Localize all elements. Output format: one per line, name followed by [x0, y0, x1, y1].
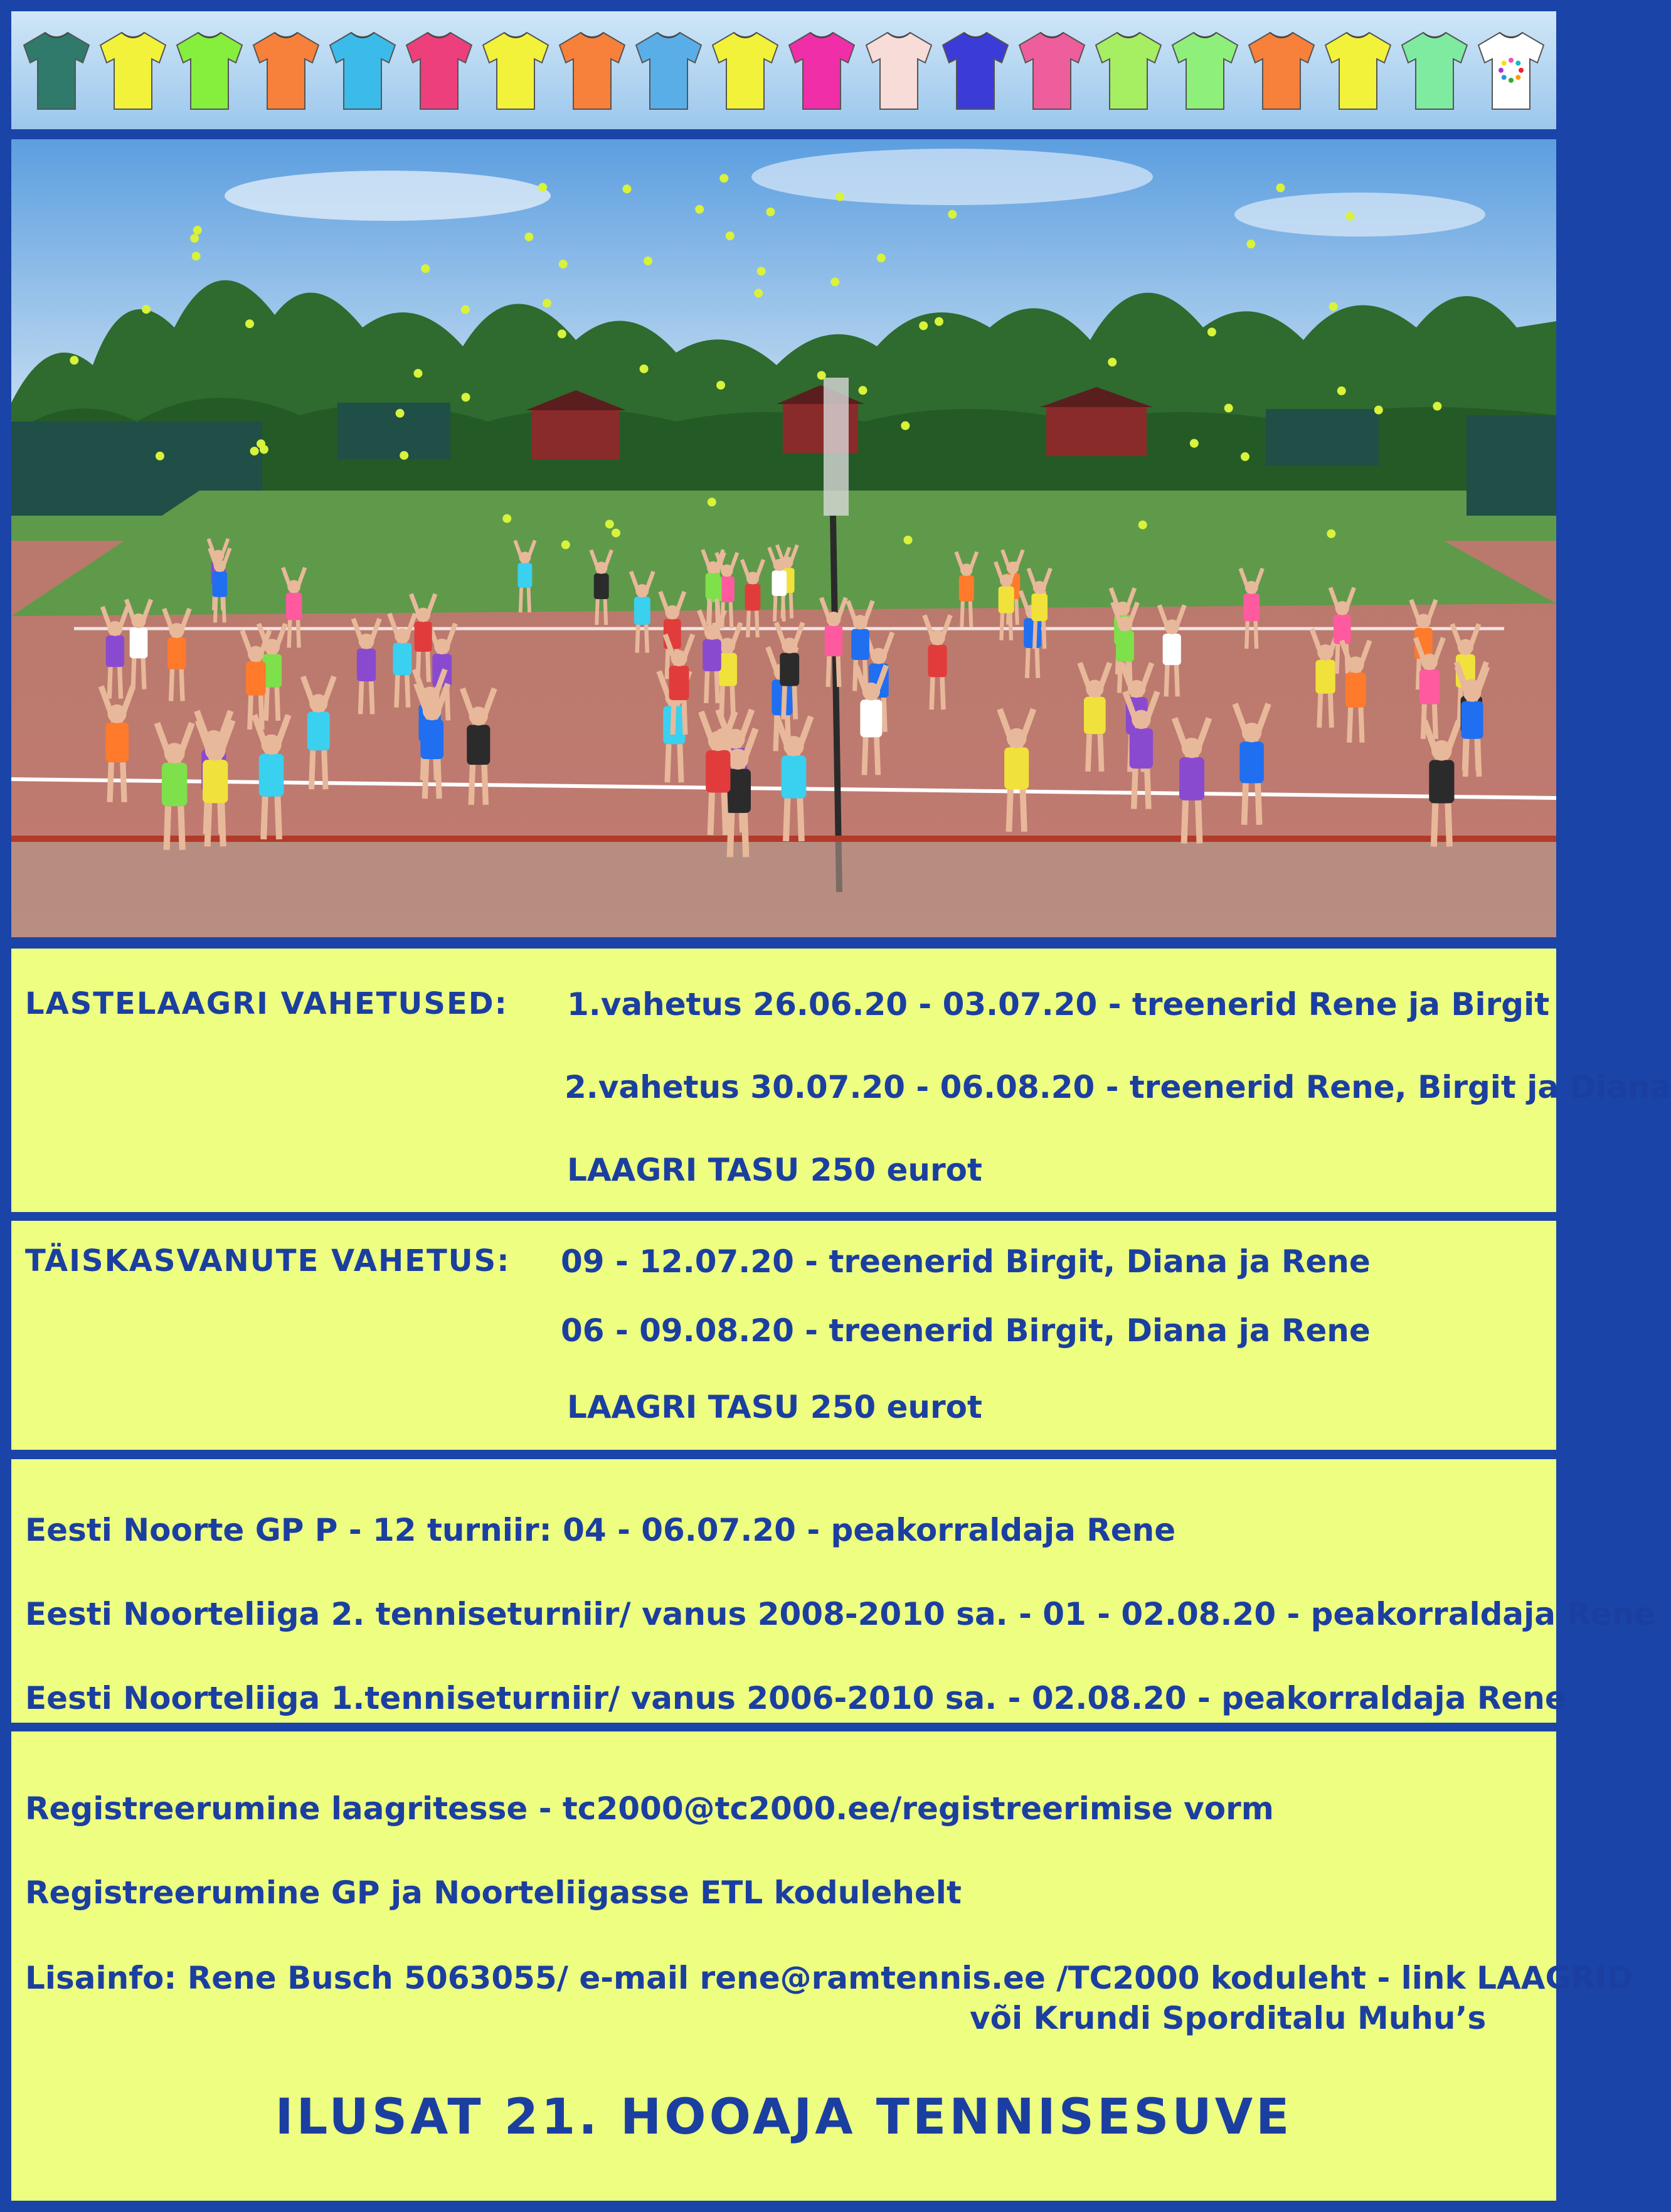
contact-info-line-2: või Krundi Sporditalu Muhu’s	[970, 2000, 1487, 2036]
tshirt-icon	[787, 29, 857, 112]
children-camp-shift-1: 1.vahetus 26.06.20 - 03.07.20 - treenerid Rene ja Birgit	[567, 986, 1550, 1023]
gp-registration-text: Registreerumine GP ja Noorteliigasse ETL kodulehelt	[25, 1874, 962, 1911]
tshirt-icon	[557, 29, 627, 112]
adult-camp-shift-1: 09 - 12.07.20 - treenerid Birgit, Diana ja Rene	[561, 1243, 1371, 1280]
registration-panel	[11, 1731, 1633, 2201]
children-camp-shift-2: 2.vahetus 30.07.20 - 06.08.20 - treenerid Rene, Birgit ja Diana	[565, 1069, 1671, 1105]
tshirt-icon	[1323, 29, 1393, 112]
tennis-camp-photo	[11, 139, 1556, 937]
closing-message: ILUSAT 21. HOOAJA TENNISESUVE	[275, 2089, 1293, 2146]
tshirt-icon	[1476, 29, 1546, 112]
contact-info-line-1: Lisainfo: Rene Busch 5063055/ e-mail rene@ramtennis.ee /TC2000 koduleht - link LAAGRID	[25, 1960, 1633, 1996]
tournaments-panel	[11, 1459, 1656, 1723]
tournament-item: Eesti Noorteliiga 1.tenniseturniir/ vanus 2006-2010 sa. - 02.08.20 - peakorraldaja Rene	[25, 1680, 1566, 1716]
adult-camp-panel	[11, 1221, 1556, 1450]
tshirt-icon	[634, 29, 704, 112]
tshirt-icon	[710, 29, 780, 112]
tshirt-icon	[1093, 29, 1164, 112]
adult-camp-shift-2: 06 - 09.08.20 - treenerid Birgit, Diana ja Rene	[561, 1312, 1371, 1349]
tshirt-icon	[1399, 29, 1470, 112]
tshirt-icon	[1017, 29, 1087, 112]
adult-camp-fee: LAAGRI TASU 250 eurot	[567, 1389, 982, 1425]
photo-illustration	[11, 139, 1556, 937]
tshirt-icon	[1246, 29, 1317, 112]
tshirt-icon	[1170, 29, 1240, 112]
tshirt-icon	[98, 29, 168, 112]
tshirt-icon	[251, 29, 321, 112]
tournament-item: Eesti Noorteliiga 2. tenniseturniir/ vanus 2008-2010 sa. - 01 - 02.08.20 - peakorraldaja Rene	[25, 1596, 1656, 1632]
adult-camp-label: TÄISKASVANUTE VAHETUS:	[25, 1243, 511, 1279]
camp-registration-text: Registreerumine laagritesse - tc2000@tc2000.ee/registreerimise vorm	[25, 1790, 1274, 1827]
tshirt-icon	[21, 29, 92, 112]
tournament-item: Eesti Noorte GP P - 12 turniir: 04 - 06.07.20 - peakorraldaja Rene	[25, 1512, 1176, 1548]
tshirt-icon	[940, 29, 1011, 112]
tshirt-icon	[404, 29, 474, 112]
children-camp-panel	[11, 949, 1671, 1212]
children-camp-fee: LAAGRI TASU 250 eurot	[567, 1152, 982, 1188]
tshirt-icon	[327, 29, 398, 112]
tshirt-icon	[174, 29, 245, 112]
tshirt-icon	[480, 29, 551, 112]
tshirt-icon	[864, 29, 934, 112]
children-camp-label: LASTELAAGRI VAHETUSED:	[25, 986, 508, 1021]
tshirt-strip	[11, 11, 1556, 129]
